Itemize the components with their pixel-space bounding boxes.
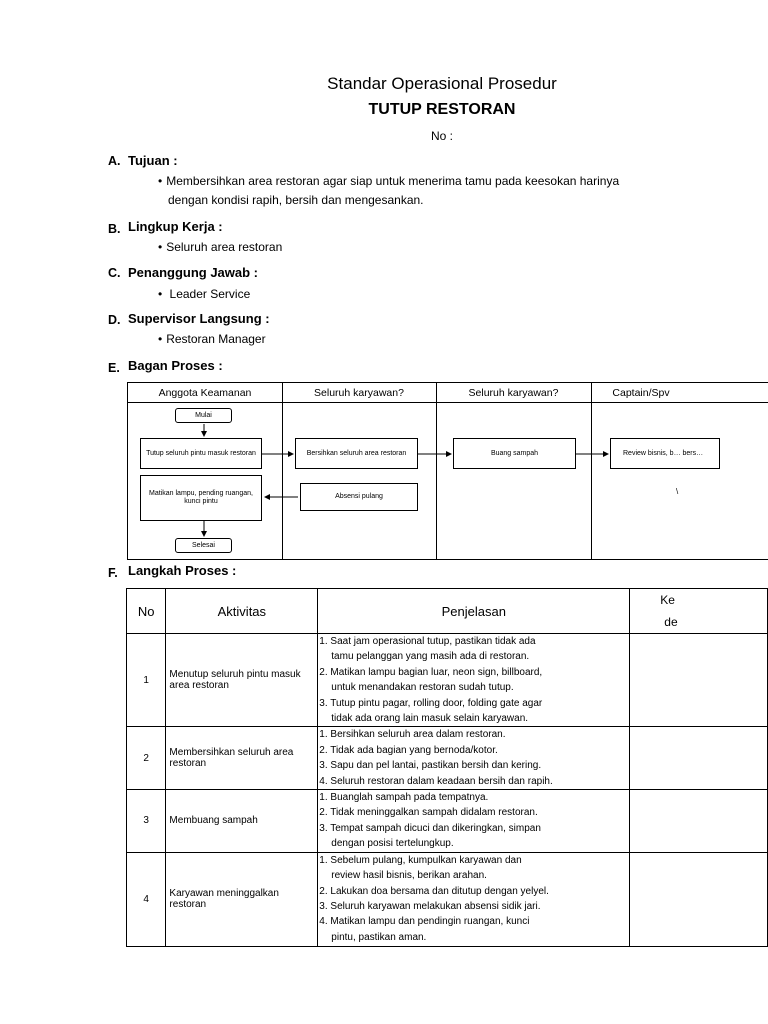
penjelasan-line: 3. Seluruh karyawan melakukan absensi sidik jari. bbox=[319, 900, 541, 912]
row-aktivitas: Menutup seluruh pintu masuk area restoran bbox=[166, 634, 318, 727]
row-extra bbox=[630, 790, 768, 853]
section-c-title: Penanggung Jawab : bbox=[128, 265, 259, 280]
lane-header-2: Seluruh karyawan? bbox=[282, 383, 436, 403]
section-d-bullet: • Restoran Manager bbox=[158, 332, 266, 346]
header-extra-top: Ke bbox=[660, 593, 675, 607]
document-number-label: No : bbox=[430, 129, 453, 143]
section-e-title: Bagan Proses : bbox=[128, 358, 223, 373]
header-no: No bbox=[127, 589, 166, 634]
header-extra bbox=[630, 589, 768, 634]
row-number: 4 bbox=[127, 852, 166, 946]
section-a-continuation: dengan kondisi rapih, bersih dan mengesankan. bbox=[168, 193, 424, 207]
penjelasan-line: 3. Tempat sampah dicuci dan dikeringkan, simpan bbox=[319, 822, 541, 834]
penjelasan-line: 2. Lakukan doa bersama dan ditutup dengan yelyel. bbox=[319, 885, 549, 897]
row-number: 3 bbox=[127, 790, 166, 853]
flow-partial-mark: \ bbox=[676, 487, 679, 496]
lane-header-4: Captain/Spv bbox=[591, 383, 691, 403]
penjelasan-line: 2. Matikan lampu bagian luar, neon sign, billboard, bbox=[319, 666, 543, 678]
penjelasan-line: 4. Seluruh restoran dalam keadaan bersih dan rapih. bbox=[319, 775, 553, 787]
flow-box-mulai: Mulai bbox=[175, 408, 232, 423]
flow-box-absensi: Absensi pulang bbox=[300, 483, 418, 511]
section-a-letter: A. bbox=[108, 154, 121, 168]
section-b-title: Lingkup Kerja : bbox=[128, 219, 223, 234]
section-d-title: Supervisor Langsung : bbox=[128, 311, 270, 326]
section-c-bullet: • Leader Service bbox=[158, 287, 250, 301]
table-row bbox=[127, 852, 768, 946]
process-flowchart bbox=[127, 382, 768, 560]
lane-header-3: Seluruh karyawan? bbox=[436, 383, 591, 403]
penjelasan-line: pintu, pastikan aman. bbox=[331, 931, 427, 943]
header-extra-bottom: de bbox=[664, 615, 678, 629]
flow-box-tutup-pintu: Tutup seluruh pintu masuk restoran bbox=[140, 438, 262, 469]
document-subtitle: TUTUP RESTORAN bbox=[368, 101, 516, 118]
row-aktivitas: Membersihkan seluruh area restoran bbox=[166, 727, 318, 790]
penjelasan-line: tidak ada orang lain masuk selain karyawan. bbox=[331, 713, 529, 725]
row-extra bbox=[630, 727, 768, 790]
table-row bbox=[127, 790, 768, 853]
section-f-title: Langkah Proses : bbox=[128, 563, 237, 578]
row-penjelasan bbox=[318, 852, 630, 946]
flow-box-bersihkan: Bersihkan seluruh area restoran bbox=[295, 438, 418, 469]
header-penjelasan: Penjelasan bbox=[318, 589, 630, 634]
flow-box-buang-sampah: Buang sampah bbox=[453, 438, 576, 469]
penjelasan-line: tamu pelanggan yang masih ada di restoran. bbox=[331, 651, 530, 663]
row-extra bbox=[630, 634, 768, 727]
section-a-title: Tujuan : bbox=[128, 153, 178, 168]
section-e-letter: E. bbox=[108, 361, 120, 375]
process-steps-table bbox=[126, 588, 768, 947]
table-header-row bbox=[127, 589, 768, 634]
lane-header-1: Anggota Keamanan bbox=[128, 383, 282, 403]
section-f-letter: F. bbox=[108, 566, 118, 580]
row-penjelasan bbox=[318, 634, 630, 727]
row-aktivitas: Karyawan meninggalkan restoran bbox=[166, 852, 318, 946]
row-penjelasan bbox=[318, 727, 630, 790]
penjelasan-line: 2. Tidak ada bagian yang bernoda/kotor. bbox=[319, 744, 498, 756]
row-number: 1 bbox=[127, 634, 166, 727]
penjelasan-line: 3. Sapu dan pel lantai, pastikan bersih dan kering. bbox=[319, 760, 542, 772]
penjelasan-line: review hasil bisnis, berikan arahan. bbox=[331, 870, 487, 882]
penjelasan-line: 1. Buanglah sampah pada tempatnya. bbox=[319, 792, 489, 804]
flow-box-review: Review bisnis, b… bers… bbox=[610, 438, 720, 469]
table-row bbox=[127, 634, 768, 727]
table-row bbox=[127, 727, 768, 790]
penjelasan-line: 3. Tutup pintu pagar, rolling door, folding gate agar bbox=[319, 697, 543, 709]
section-b-bullet: • Seluruh area restoran bbox=[158, 240, 282, 254]
row-penjelasan bbox=[318, 790, 630, 853]
section-b-letter: B. bbox=[108, 222, 121, 236]
penjelasan-line: 1. Saat jam operasional tutup, pastikan tidak ada bbox=[319, 636, 536, 647]
penjelasan-line: 4. Matikan lampu dan pendingin ruangan, kunci bbox=[319, 916, 530, 928]
header-aktivitas: Aktivitas bbox=[166, 589, 318, 634]
section-a-bullet: • Membersihkan area restoran agar siap untuk menerima tamu pada keesokan harinya bbox=[158, 174, 619, 188]
penjelasan-line: untuk menandakan restoran sudah tutup. bbox=[331, 682, 514, 694]
flow-box-matikan-lampu: Matikan lampu, pending ruangan, kunci pintu bbox=[140, 475, 262, 521]
document-title: Standar Operasional Prosedur bbox=[327, 74, 557, 93]
row-number: 2 bbox=[127, 727, 166, 790]
table-body bbox=[127, 634, 768, 947]
row-aktivitas: Membuang sampah bbox=[166, 790, 318, 853]
penjelasan-line: 1. Sebelum pulang, kumpulkan karyawan dan bbox=[319, 854, 522, 866]
penjelasan-line: 1. Bersihkan seluruh area dalam restoran. bbox=[319, 729, 506, 741]
penjelasan-line: 2. Tidak meninggalkan sampah didalam restoran. bbox=[319, 807, 538, 819]
penjelasan-line: dengan posisi tertelungkup. bbox=[331, 838, 454, 850]
section-d-letter: D. bbox=[108, 313, 121, 327]
section-c-letter: C. bbox=[108, 266, 121, 280]
row-extra bbox=[630, 852, 768, 946]
flow-box-selesai: Selesai bbox=[175, 538, 232, 553]
